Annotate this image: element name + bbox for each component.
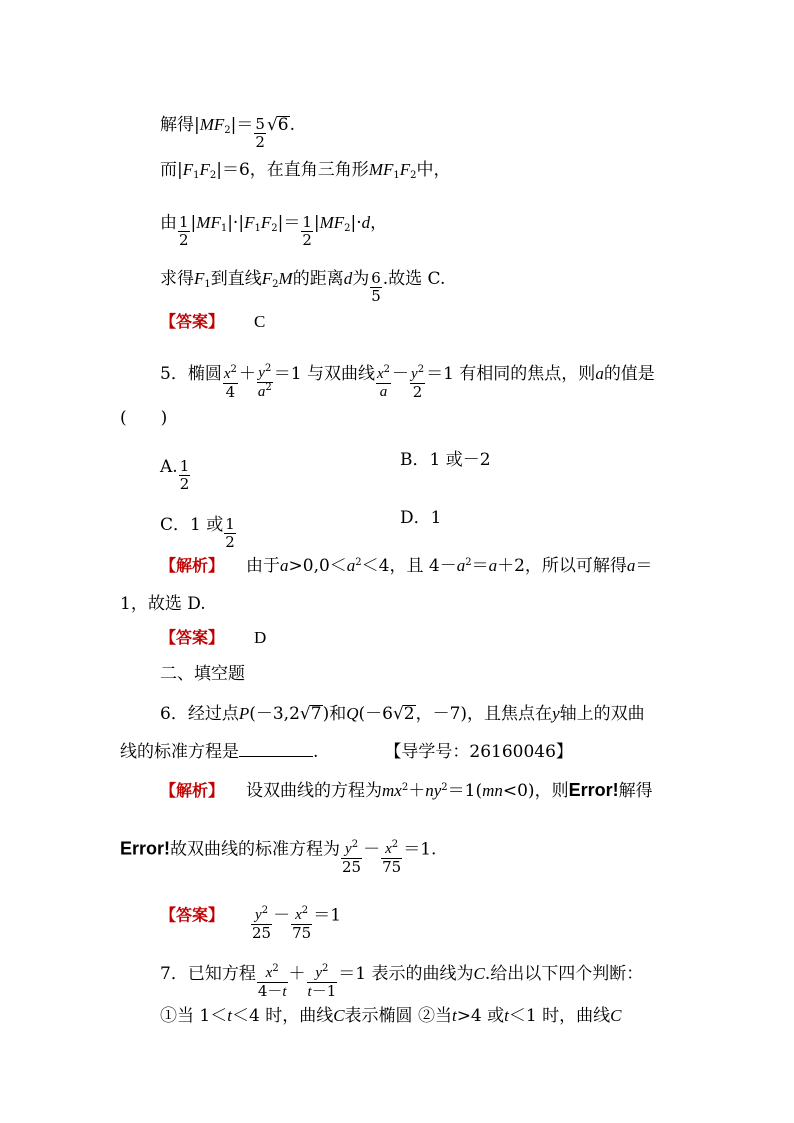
- fraction: $\frac{6}{5}$: [371, 269, 381, 305]
- section-fill-blank: 二、填空题: [160, 664, 245, 684]
- question-6: 6．经过点P(－3,2√7)和Q(－6√2，－7)，且焦点在y轴上的双曲: [160, 704, 645, 724]
- line-solve-mf2: 解得$|MF_2|=$ $\frac{5}{2}$ √6.: [160, 115, 296, 151]
- option-d: D．1: [400, 508, 442, 528]
- question-5-bracket: ( ): [120, 408, 168, 428]
- fraction: $\frac{1}{2}$: [302, 213, 312, 249]
- option-c: C．1 或 $\frac{1}{2}$: [160, 515, 235, 551]
- solution-5-cont: 1，故选 D.: [120, 594, 206, 614]
- fraction: $\frac{1}{2}$: [179, 213, 189, 249]
- answer-row-6: 【答案】 $\frac{y^2}{25}$ － $\frac{x^2}{75}$ ＝1: [160, 905, 342, 942]
- solution-6: 【解析】 设双曲线的方程为$mx^2+ny^2=1(mn<0)$，则Error!解得: [160, 780, 653, 801]
- guide-number: 【导学号：26160046】: [384, 742, 573, 762]
- question-5: 5．椭圆 $\frac{x^2}{4}$ ＋ $\frac{y^2}{a^2}$ ＝1 与双曲线 $\frac{x^2}{a}$ － $\frac{y^2}{2}$ ＝1 有相同的焦点，则a的值是: [160, 363, 655, 401]
- option-a: A. $\frac{1}{2}$: [160, 457, 190, 493]
- answer-blank: [239, 742, 313, 757]
- error-placeholder: Error!: [120, 838, 171, 859]
- fraction: $\frac{5}{2}$: [255, 115, 265, 151]
- answer-row-c: 【答案】 C: [160, 312, 266, 331]
- question-7: 7．已知方程 $\frac{x^2}{4-t}$ ＋ $\frac{y^2}{t-1}$ ＝1 表示的曲线为C.给出以下四个判断：: [160, 963, 644, 1000]
- answer-row-d: 【答案】 D: [160, 628, 267, 647]
- solution-5: 【解析】 由于$a>0,0<a^2<4$，且 $4-a^2=a+2$，所以可解得a＝: [160, 556, 653, 576]
- error-placeholder: Error!: [568, 780, 619, 800]
- question-6-cont: 线的标准方程是 . 【导学号：26160046】: [120, 742, 573, 762]
- line-distance-result: 求得$F_1$到直线$F_2M$的距离d为 $\frac{6}{5}$ .故选 C.: [160, 269, 446, 305]
- question-7-judgments: ①当 1＜t＜4 时，曲线C表示椭圆 ②当t>4 或t＜1 时，曲线C: [160, 1006, 622, 1026]
- answer-tag: 【答案】: [160, 312, 225, 331]
- line-area-equation: 由 $\frac{1}{2}$ $|MF_1|\cdot|F_1F_2|=$ $\frac{1}{2}$ $|MF_2|\cdot d$，: [160, 213, 388, 249]
- line-f1f2: 而$|F_1F_2|=6$，在直角三角形$MF_1F_2$中，: [160, 160, 451, 181]
- analysis-tag: 【解析】: [160, 556, 225, 575]
- solution-6-cont: Error!故双曲线的标准方程为 $\frac{y^2}{25}$ － $\frac{x^2}{75}$ ＝1.: [120, 838, 437, 876]
- option-b: B．1 或－2: [400, 450, 491, 470]
